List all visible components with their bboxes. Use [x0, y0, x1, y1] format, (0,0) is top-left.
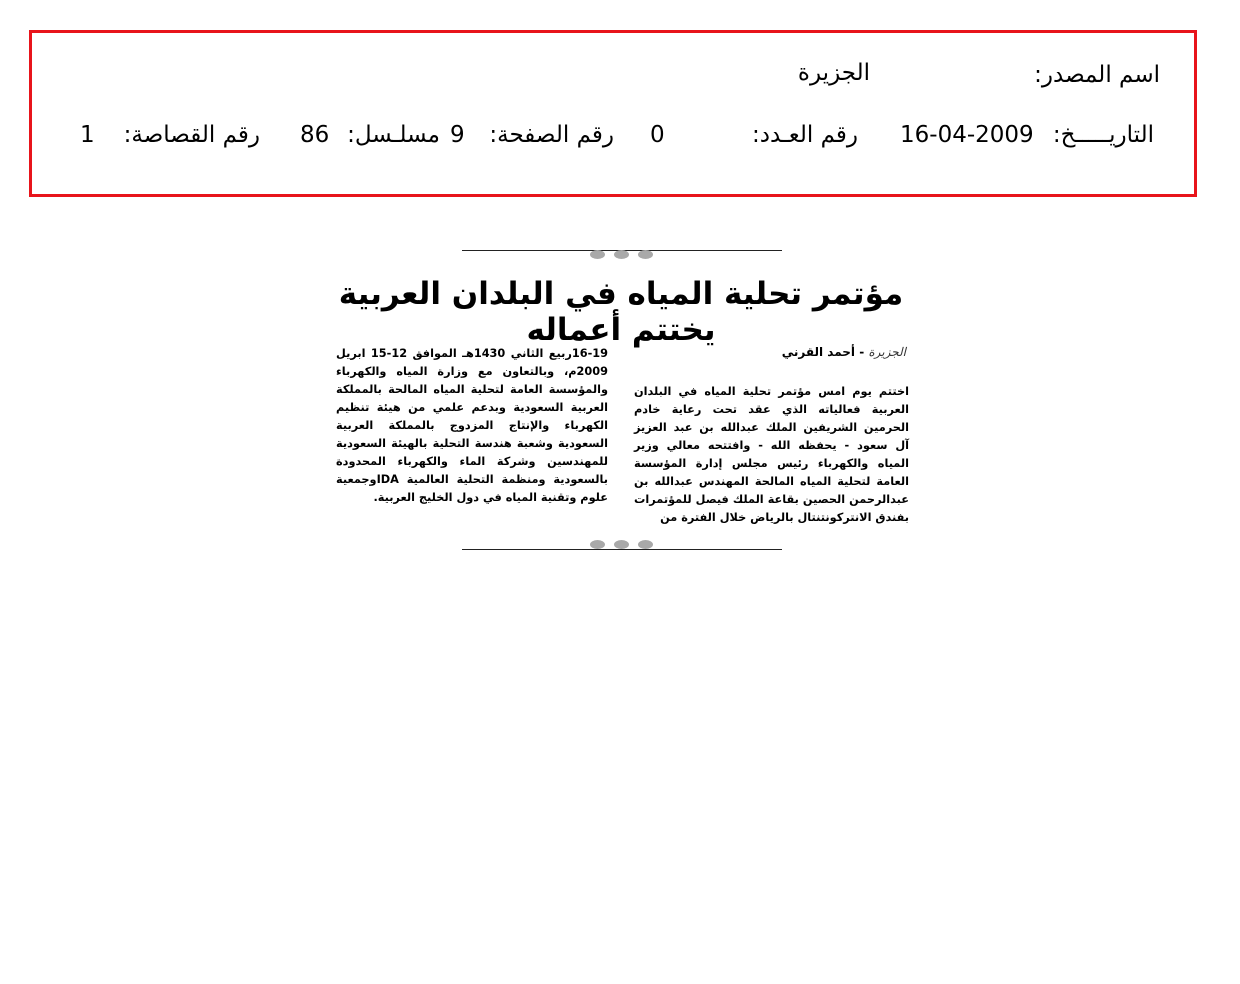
ornament-dot	[590, 250, 605, 259]
bottom-rule	[462, 549, 782, 550]
serial-label: مسلـسل:	[347, 122, 440, 148]
article-column-left: 16-19ربيع الثاني 1430هـ الموافق 12-15 ابريل 2009م، وبالتعاون مع وزارة المياه والكهرباء والمؤسسة العامة لتحلية المياه المالحة بالمملكة العربية السعودية وبدعم علمي من هيئة تنظيم الكهرباء والإنتاج المزدوج بالمملكة العربية السعودية وشعبة هندسة التحلية بالهيئة السعودية للمهندسين وشركة الماء والكهرباء المحدودة بالسعودية ومنظمة التحلية العالمية IDAوجمعية علوم وتقنية المياه في دول الخليج العربية.	[336, 347, 608, 504]
metadata-box	[29, 30, 1197, 197]
article-column-right: اختتم يوم امس مؤتمر تحلية المياه في البلدان العربية فعالياته الذي عقد تحت رعاية خادم الحرمين الشريفين الملك عبدالله بن عبد العزيز آل سعود - يحفظه الله - وافتتحه معالي وزير المياه والكهرباء رئيس مجلس إدارة المؤسسة العامة لتحلية المياه المالحة المهندس عبدالله بن عبدالرحمن الحصين بقاعة الملك فيصل للمؤتمرات بفندق الانتركونتنتال بالرياض خلال الفترة من	[634, 385, 909, 524]
ornament-dot	[614, 250, 629, 259]
serial-value: 86	[300, 122, 330, 148]
ornament-dot	[614, 540, 629, 549]
source-label: اسم المصدر:	[1034, 62, 1160, 88]
bottom-dots	[590, 540, 653, 549]
ornament-dot	[638, 540, 653, 549]
issue-value: 0	[650, 122, 665, 148]
clip-label: رقم القصاصة:	[123, 122, 260, 148]
ornament-dot	[638, 250, 653, 259]
ornament-dot	[590, 540, 605, 549]
date-label: التاريـــــخ:	[1052, 122, 1154, 148]
byline-source: الجزيرة	[868, 345, 906, 359]
news-clipping	[330, 240, 912, 560]
byline-author: - أحمد القرني	[781, 345, 865, 359]
page-label: رقم الصفحة:	[489, 122, 614, 148]
clip-value: 1	[80, 122, 95, 148]
page-value: 9	[450, 122, 465, 148]
date-value: 16-04-2009	[900, 122, 1034, 148]
top-dots	[590, 250, 653, 259]
article-headline: مؤتمر تحلية المياه في البلدان العربية يختتم أعماله	[338, 276, 904, 348]
source-value: الجزيرة	[797, 60, 870, 86]
issue-label: رقم العـدد:	[751, 122, 858, 148]
article-byline	[782, 345, 906, 359]
